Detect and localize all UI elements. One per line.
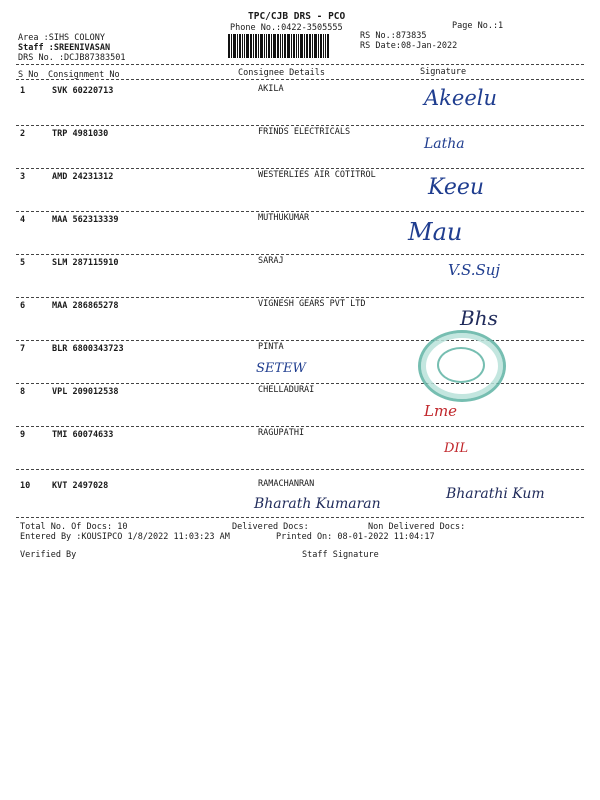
delivery-stamp-inner-ring: [437, 347, 485, 383]
row-sno: 5: [20, 258, 26, 268]
footer-divider: [16, 517, 584, 518]
phone-number: Phone No.:0422-3505555: [230, 23, 343, 33]
barcode: [228, 34, 356, 58]
row-sno: 8: [20, 387, 26, 397]
table-row: [0, 341, 600, 383]
row-consignment-no: VPL 209012538: [52, 387, 119, 397]
delivery-stamp: [418, 330, 506, 402]
row-handwritten-note: SETEW: [256, 361, 306, 376]
row-sno: 3: [20, 172, 26, 182]
row-sno: 6: [20, 301, 26, 311]
row-signature: Bharathi Kum: [446, 486, 545, 502]
row-signature: Lme: [424, 402, 458, 420]
column-header-divider: [16, 79, 584, 80]
row-consignee: CHELLADURAI: [258, 385, 315, 395]
row-signature: Bhs: [460, 306, 498, 330]
row-consignee: VIGNESH GEARS PVT LTD: [258, 299, 366, 309]
row-consignee: SARAJ: [258, 256, 284, 266]
column-header-consignee: Consignee Details: [238, 68, 325, 78]
row-sno: 7: [20, 344, 26, 354]
printed-on: Printed On: 08-01-2022 11:04:17: [276, 532, 435, 542]
verified-by: Verified By: [20, 550, 77, 560]
row-consignment-no: BLR 6800343723: [52, 344, 124, 354]
table-row: [0, 470, 600, 512]
rs-number: RS No.:873835: [360, 31, 427, 41]
row-consignment-no: SVK 60220713: [52, 86, 114, 96]
row-sno: 1: [20, 86, 26, 96]
row-consignee: FRINDS ELECTRICALS: [258, 127, 351, 137]
total-docs: Total No. Of Docs: 10: [20, 522, 128, 532]
table-row: [0, 384, 600, 426]
delivered-docs: Delivered Docs:: [232, 522, 309, 532]
column-header-signature: Signature: [420, 67, 467, 77]
table-row: [0, 298, 600, 340]
row-sno: 2: [20, 129, 26, 139]
area-label: Area :SIHS COLONY: [18, 33, 105, 43]
table-row: [0, 126, 600, 168]
row-consignee: RAMACHANRAN: [258, 479, 315, 489]
page-number: Page No.:1: [452, 21, 504, 31]
drs-number: DRS No. :DCJB87383501: [18, 53, 126, 63]
rs-date: RS Date:08-Jan-2022: [360, 41, 458, 51]
row-consignee: WESTERLIES AIR COTITROL: [258, 170, 376, 180]
table-row: [0, 169, 600, 211]
non-delivered-docs: Non Delivered Docs:: [368, 522, 466, 532]
table-row: [0, 427, 600, 469]
staff-label: Staff :SREENIVASAN: [18, 43, 111, 53]
row-consignment-no: TMI 60074633: [52, 430, 114, 440]
row-consignment-no: KVT 2497028: [52, 481, 109, 491]
table-row: [0, 83, 600, 125]
column-header-consignment: Consignment No: [48, 70, 120, 80]
row-consignment-no: TRP 4981030: [52, 129, 109, 139]
column-header-sno: S No: [18, 70, 39, 80]
document-title: TPC/CJB DRS - PCO: [248, 11, 346, 22]
row-consignment-no: MAA 286865278: [52, 301, 119, 311]
row-consignment-no: MAA 562313339: [52, 215, 119, 225]
row-signature: Mau: [408, 218, 463, 246]
row-handwritten-note: Bharath Kumaran: [254, 496, 381, 512]
header-divider: [16, 64, 584, 65]
row-sno: 10: [20, 481, 31, 491]
staff-signature-label: Staff Signature: [302, 550, 379, 560]
row-consignee: MUTHUKUMAR: [258, 213, 310, 223]
row-sno: 4: [20, 215, 26, 225]
row-consignment-no: AMD 24231312: [52, 172, 114, 182]
row-sno: 9: [20, 430, 26, 440]
row-signature: V.S.Suj: [448, 261, 501, 279]
row-signature: DIL: [444, 441, 469, 456]
row-consignee: RAGUPATHI: [258, 428, 305, 438]
entered-by: Entered By :KOUSIPCO 1/8/2022 11:03:23 AM: [20, 532, 230, 542]
table-row: [0, 255, 600, 297]
row-consignment-no: SLM 287115910: [52, 258, 119, 268]
row-signature: Latha: [424, 136, 465, 152]
row-signature: Akeelu: [424, 86, 497, 110]
row-consignee: PINTA: [258, 342, 284, 352]
table-row: [0, 212, 600, 254]
row-signature: Keeu: [428, 175, 485, 200]
row-consignee: AKILA: [258, 84, 284, 94]
